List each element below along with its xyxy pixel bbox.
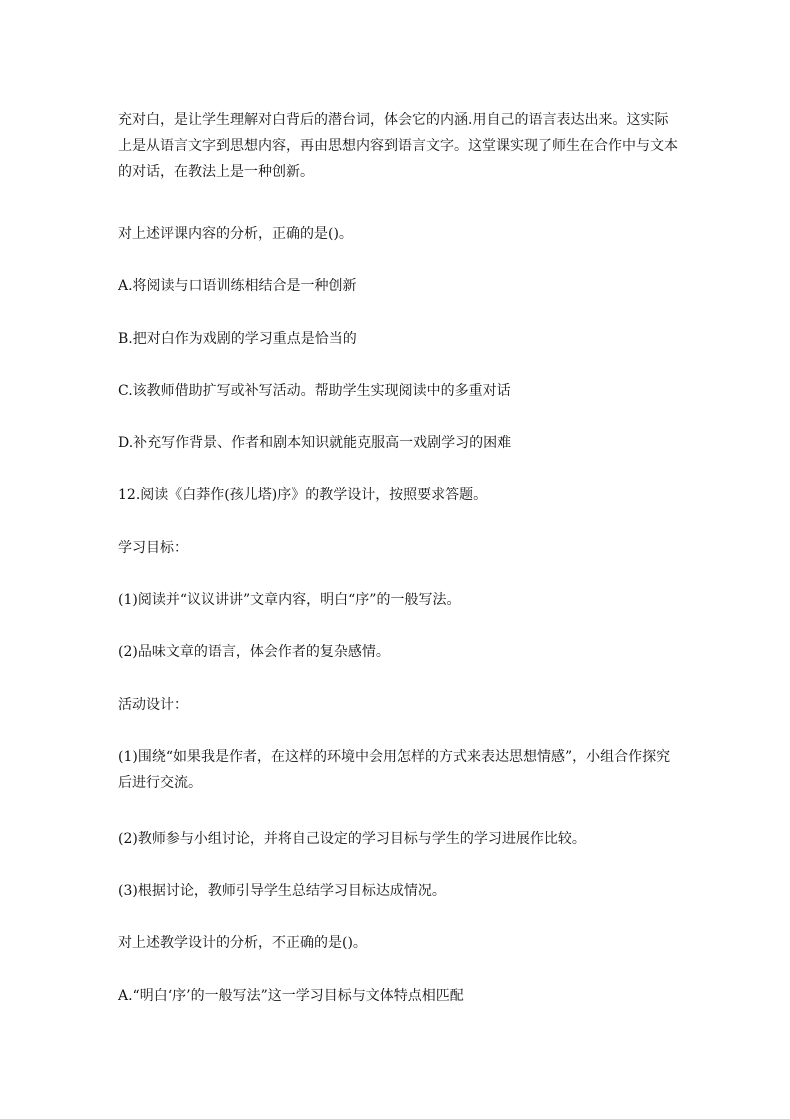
option-a-11: A.将阅读与口语训练相结合是一种创新	[118, 278, 357, 294]
option-b-11: B.把对白作为戏剧的学习重点是恰当的	[118, 331, 357, 347]
activity-1: (1)围绕“如果我是作者，在这样的环境中会用怎样的方式来表达思想情感”，小组合作探究后进行交流。	[118, 749, 671, 791]
question-stem-12: 对上述教学设计的分析，不正确的是()。	[118, 935, 367, 951]
learning-goal-1: (1)阅读并“议议讲讲”文章内容，明白“序”的一般写法。	[118, 592, 461, 608]
learning-goals-label: 学习目标：	[118, 540, 188, 556]
activity-3: (3)根据讨论，教师引导学生总结学习目标达成情况。	[118, 883, 446, 899]
paragraph-intro-continuation: 充对白，是让学生理解对白背后的潜台词，体会它的内涵.用自己的语言表达出来。这实际上是从语言文字到思想内容，再由思想内容到语言文字。这堂课实现了师生在合作中与文本的对话，在教法上是一种创新。	[118, 112, 678, 180]
option-d-11: D.补充写作背景、作者和剧本知识就能克服高一戏剧学习的困难	[118, 435, 512, 451]
activity-design-label: 活动设计：	[118, 697, 188, 713]
option-c-11: C.该教师借助扩写或补写活动。帮助学生实现阅读中的多重对话	[118, 383, 511, 399]
question-12-heading: 12.阅读《白莽作(孩儿塔)序》的教学设计，按照要求答题。	[118, 487, 488, 503]
option-a-12: A.“明白‘序’的一般写法”这一学习目标与文体特点相匹配	[118, 988, 464, 1004]
activity-2: (2)教师参与小组讨论，并将自己设定的学习目标与学生的学习进展作比较。	[118, 831, 586, 847]
learning-goal-2: (2)品味文章的语言，体会作者的复杂感情。	[118, 644, 390, 660]
question-stem-11: 对上述评课内容的分析，正确的是()。	[118, 226, 353, 242]
